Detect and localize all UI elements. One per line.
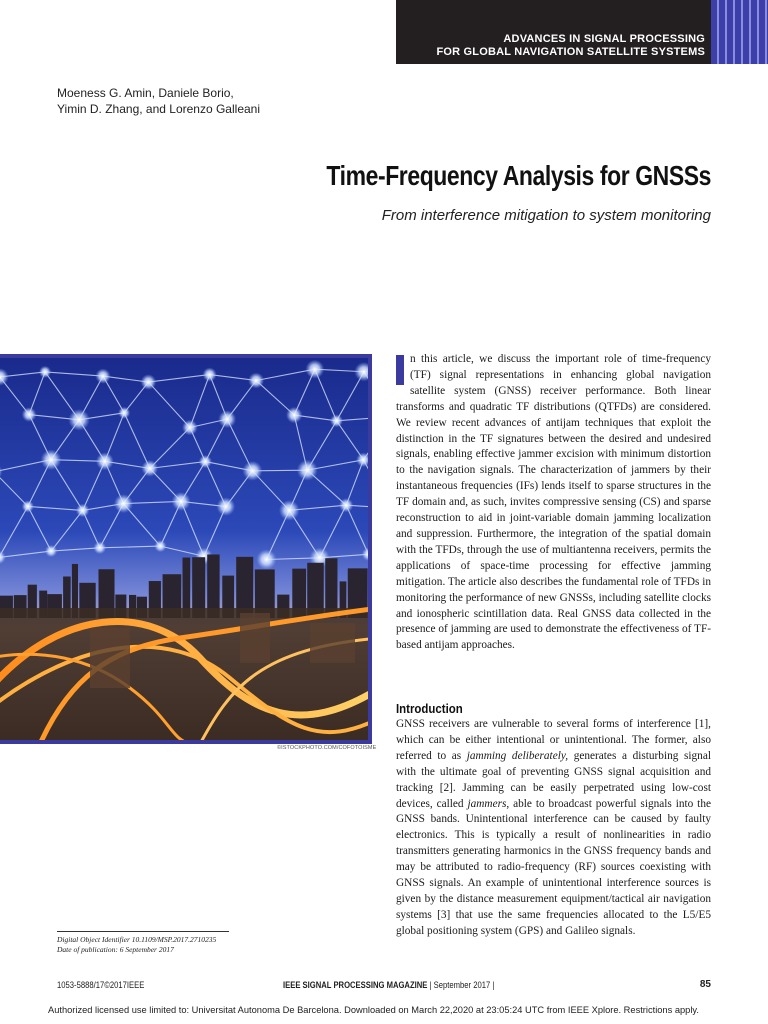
network-node <box>279 500 300 521</box>
footer-separator: | <box>492 980 495 990</box>
cover-photo <box>0 354 372 744</box>
city-network-illustration <box>0 358 372 744</box>
author-list <box>57 86 260 117</box>
network-node <box>199 455 212 468</box>
network-node <box>22 500 34 512</box>
intro-text-part3: , able to broadcast powerful signals into the GNSS bands. Unintentional interference can be caused by faulty electronics. This is typically a result of nonlinearities in radio transmitters generating harmonics in the GNSS frequency bands and may be attributed to radio-frequency (RF) sources coexisting with GNSS signals. An example of unintentional interference sources is given by the distance measurement equipment/tactical air navigation systems [3] that use the same frequencies allocated to the L5/E5 global positioning system (GPS) and Galileo signals. <box>396 797 711 937</box>
network-node <box>172 492 191 511</box>
photo-credit: ©ISTOCKPHOTO.COM/COFOTOISME <box>277 745 377 751</box>
article-title: Time-Frequency Analysis for GNSSs <box>326 160 711 191</box>
network-node <box>141 374 157 390</box>
network-node <box>41 449 62 470</box>
doi-line: Digital Object Identifier 10.1109/MSP.2017.2710235 <box>57 935 217 944</box>
article-subtitle: From interference mitigation to system monitoring <box>381 207 711 224</box>
series-title-line1: ADVANCES IN SIGNAL PROCESSING <box>503 33 705 45</box>
section-heading-introduction: Introduction <box>396 701 463 716</box>
network-node <box>203 367 217 381</box>
footer-separator: | <box>429 980 432 990</box>
network-node <box>242 461 262 481</box>
page-number: 85 <box>699 979 711 990</box>
series-title <box>436 33 705 59</box>
network-node <box>154 540 166 552</box>
network-node <box>218 410 236 428</box>
network-node <box>256 549 276 569</box>
abstract-text: n this article, we discuss the important role of time-frequency (TF) signal representations in enhancing global navigation satellite system (GNSS) receiver performance. Both linear transforms and quadratic TF distributions (QTFDs) are considered. We review recent advances of antijam techniques that exploit the distinction in the TF signatures between the desired and undesired signals, enabling effective jammer excision with minimum distortion to the navigation signals. The characterization of jammers by their instantaneous frequencies (IFs) lends itself to sparse structures in the TF domain and, as such, invites compressive sensing (CS) and sparse reconstruction to aid in joint-variable domain jamming localization and suppression. Furthermore, the integration of the spatial domain with the TFDs, through the use of multiantenna receivers, permits the applications of space-time processing for effective jamming mitigation. The article also describes the fundamental role of TFDs in monitoring the performance of new GNSSs, including satellite clocks and ionospheric scintillation data. Real GNSS data collected in the presence of jamming are used to demonstrate the effectiveness of TF-based antijam approaches. <box>396 353 711 652</box>
author-line2: Yimin D. Zhang, and Lorenzo Galleani <box>57 101 261 116</box>
introduction-text <box>396 717 711 940</box>
footer-journal <box>283 980 494 990</box>
network-link <box>368 508 372 554</box>
intro-text-part1: GNSS receivers are vulnerable to several forms of interference [1], which can be either intentional or unintentional. The former, also referred to as <box>396 718 711 762</box>
network-node <box>141 460 158 477</box>
footer-issn: 1053-5888/17©2017IEEE <box>57 980 145 990</box>
network-node <box>330 414 343 427</box>
banner-stripes <box>711 0 768 64</box>
intro-text-part2: generates a disturbing signal with the ultimate goal of preventing GNSS signal acquisition and tracking [2]. Jamming can be easily perpetrated using low-cost devices, called <box>396 749 711 810</box>
footnote <box>57 935 216 954</box>
publication-date: Date of publication: 6 September 2017 <box>57 944 174 954</box>
network-node <box>68 409 90 431</box>
introduction-column <box>396 717 711 940</box>
network-node <box>217 497 236 516</box>
license-notice: Authorized licensed use limited to: Universitat Autonoma De Barcelona. Downloaded on March 22,2020 at 23:05:24 UTC from IEEE Xplore. Restrictions apply. <box>48 1005 699 1015</box>
author-line1: Moeness G. Amin, Daniele Borio, <box>57 86 234 100</box>
network-node <box>96 452 114 470</box>
footer-magazine: IEEE SIGNAL PROCESSING MAGAZINE <box>283 980 428 990</box>
network-node <box>114 494 133 513</box>
footnote-divider <box>57 931 229 932</box>
network-node <box>39 366 51 378</box>
network-node <box>76 504 90 518</box>
network-node <box>356 452 371 467</box>
footer-issue: September 2017 <box>433 980 491 990</box>
skyline-building <box>368 590 372 618</box>
abstract-column <box>396 352 711 654</box>
drop-cap <box>396 355 404 385</box>
network-node <box>95 368 110 383</box>
network-node <box>22 407 37 422</box>
network-node <box>297 460 318 481</box>
network-node <box>118 407 130 419</box>
network-node <box>248 373 264 389</box>
series-title-line2: FOR GLOBAL NAVIGATION SATELLITE SYSTEMS <box>436 46 705 58</box>
network-node <box>339 498 353 512</box>
series-banner <box>396 0 768 64</box>
network-node <box>45 545 57 557</box>
intro-emphasis-1: jamming deliberately, <box>466 749 569 762</box>
network-node <box>286 407 302 423</box>
intro-emphasis-2: jammers <box>467 797 507 810</box>
network-node <box>182 420 198 436</box>
network-node <box>305 360 324 379</box>
network-node <box>93 541 106 554</box>
